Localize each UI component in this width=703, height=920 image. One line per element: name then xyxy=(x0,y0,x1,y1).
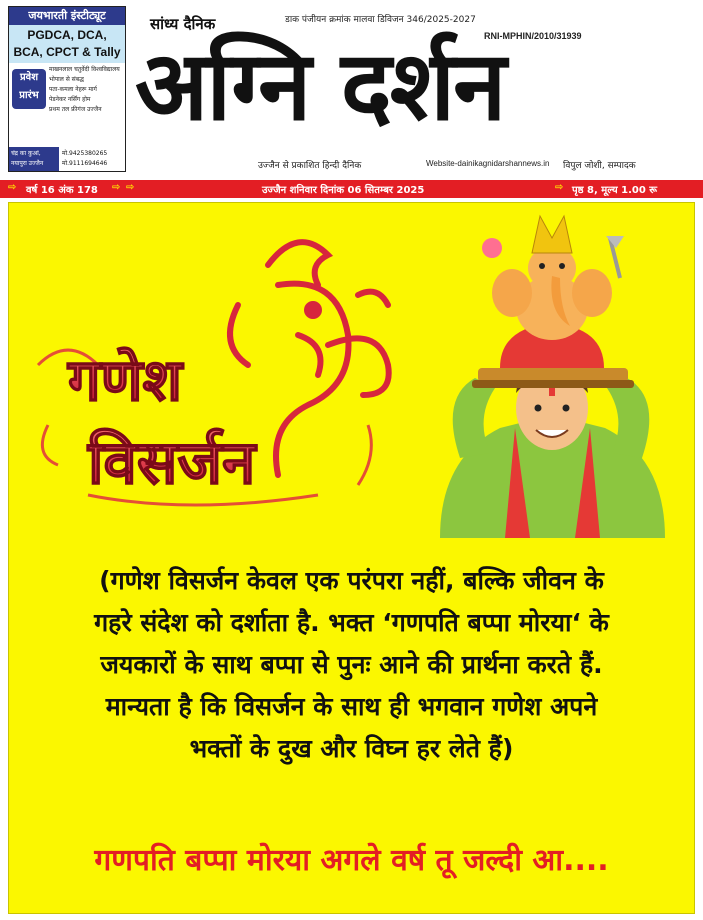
phone-line: मो.9111694646 xyxy=(62,160,108,167)
script-word-ganesh: गणेश xyxy=(68,346,183,414)
info-strip xyxy=(0,180,703,198)
phone-line: मो.9425380265 xyxy=(62,150,108,157)
ad-title: जयभारती इंस्टीट्यूट xyxy=(9,7,125,25)
ganpati-slogan: गणपति बप्पा मोरया अगले वर्ष तू जल्दी आ.... xyxy=(94,843,609,878)
arrow-icon: ⇨ xyxy=(555,182,564,193)
ad-details xyxy=(9,63,125,119)
dateline: उज्जैन शनिवार दिनांक 06 सितम्बर 2025 xyxy=(262,185,425,196)
ad-footer xyxy=(9,147,125,171)
article-body xyxy=(18,560,685,770)
address-line: प्रथम तल फ्रीगंज उज्जैन xyxy=(49,106,102,113)
ganesha-idol-icon xyxy=(482,216,624,368)
article-line: गहरे संदेश को दर्शाता है. भक्त ‘गणपति बप्पा मोरया‘ के xyxy=(94,608,609,637)
script-word-visarjan: विसर्जन xyxy=(88,428,256,498)
ad-courses xyxy=(9,25,125,63)
article-line: (गणेश विसर्जन केवल एक परंपरा नहीं, बल्कि जीवन के xyxy=(99,566,604,595)
devotee-with-idol-illustration xyxy=(420,208,682,538)
ad-course-line: PGDCA, DCA, xyxy=(27,28,107,42)
institute-ad xyxy=(8,6,126,172)
badge-line: प्रारंभ xyxy=(19,90,39,101)
arrow-icon: ⇨ xyxy=(126,182,135,193)
address-line: भोपाल से संबद्ध xyxy=(49,76,84,83)
admission-badge xyxy=(12,69,46,109)
article-line: मान्यता है कि विसर्जन के साथ ही भगवान गणेश अपने xyxy=(105,692,598,721)
article-line: भक्तों के दुख और विघ्न हर लेते हैं) xyxy=(189,734,514,763)
volume-issue: वर्ष 16 अंक 178 xyxy=(26,185,98,196)
ad-phones xyxy=(59,147,125,171)
location-line: चंद्र का कुआं, xyxy=(11,150,41,157)
editor-name: विपुल जोशी, सम्पादक xyxy=(563,161,636,171)
publication-place: उज्जैन से प्रकाशित हिन्दी दैनिक xyxy=(258,161,362,171)
address-line: पेडनेकर नर्सिंग होम xyxy=(49,96,91,103)
location-line: नयापुरा उज्जैन xyxy=(11,160,44,167)
idol-platform xyxy=(478,368,628,382)
page-price: पृष्ठ 8, मूल्य 1.00 रू xyxy=(572,185,658,196)
postal-registration: डाक पंजीयन क्रमांक मालवा डिविजन 346/2025-2027 xyxy=(285,15,476,25)
ganesh-visarjan-calligraphy xyxy=(28,225,408,525)
ad-course-line: BCA, CPCT & Tally xyxy=(13,45,121,59)
ad-address xyxy=(49,65,123,115)
address-line: माखनलाल चतुर्वेदी विश्वविद्यालय xyxy=(49,66,120,73)
newspaper-nameplate: अग्नि दर्शन xyxy=(135,30,505,142)
address-line: पता-कमला नेहरू मार्ग xyxy=(49,86,97,93)
newspaper-tagline: सांध्य दैनिक xyxy=(150,15,216,33)
badge-line: प्रवेश xyxy=(19,72,39,83)
article-line: जयकारों के साथ बप्पा से पुनः आने की प्रार्थना करते हैं. xyxy=(100,650,603,679)
rni-number: RNI-MPHIN/2010/31939 xyxy=(484,31,582,41)
arrow-icon: ⇨ xyxy=(8,182,17,193)
website-address: Website-dainikagnidarshannews.in xyxy=(426,159,550,168)
ad-location xyxy=(9,147,59,171)
arrow-icon: ⇨ xyxy=(112,182,121,193)
